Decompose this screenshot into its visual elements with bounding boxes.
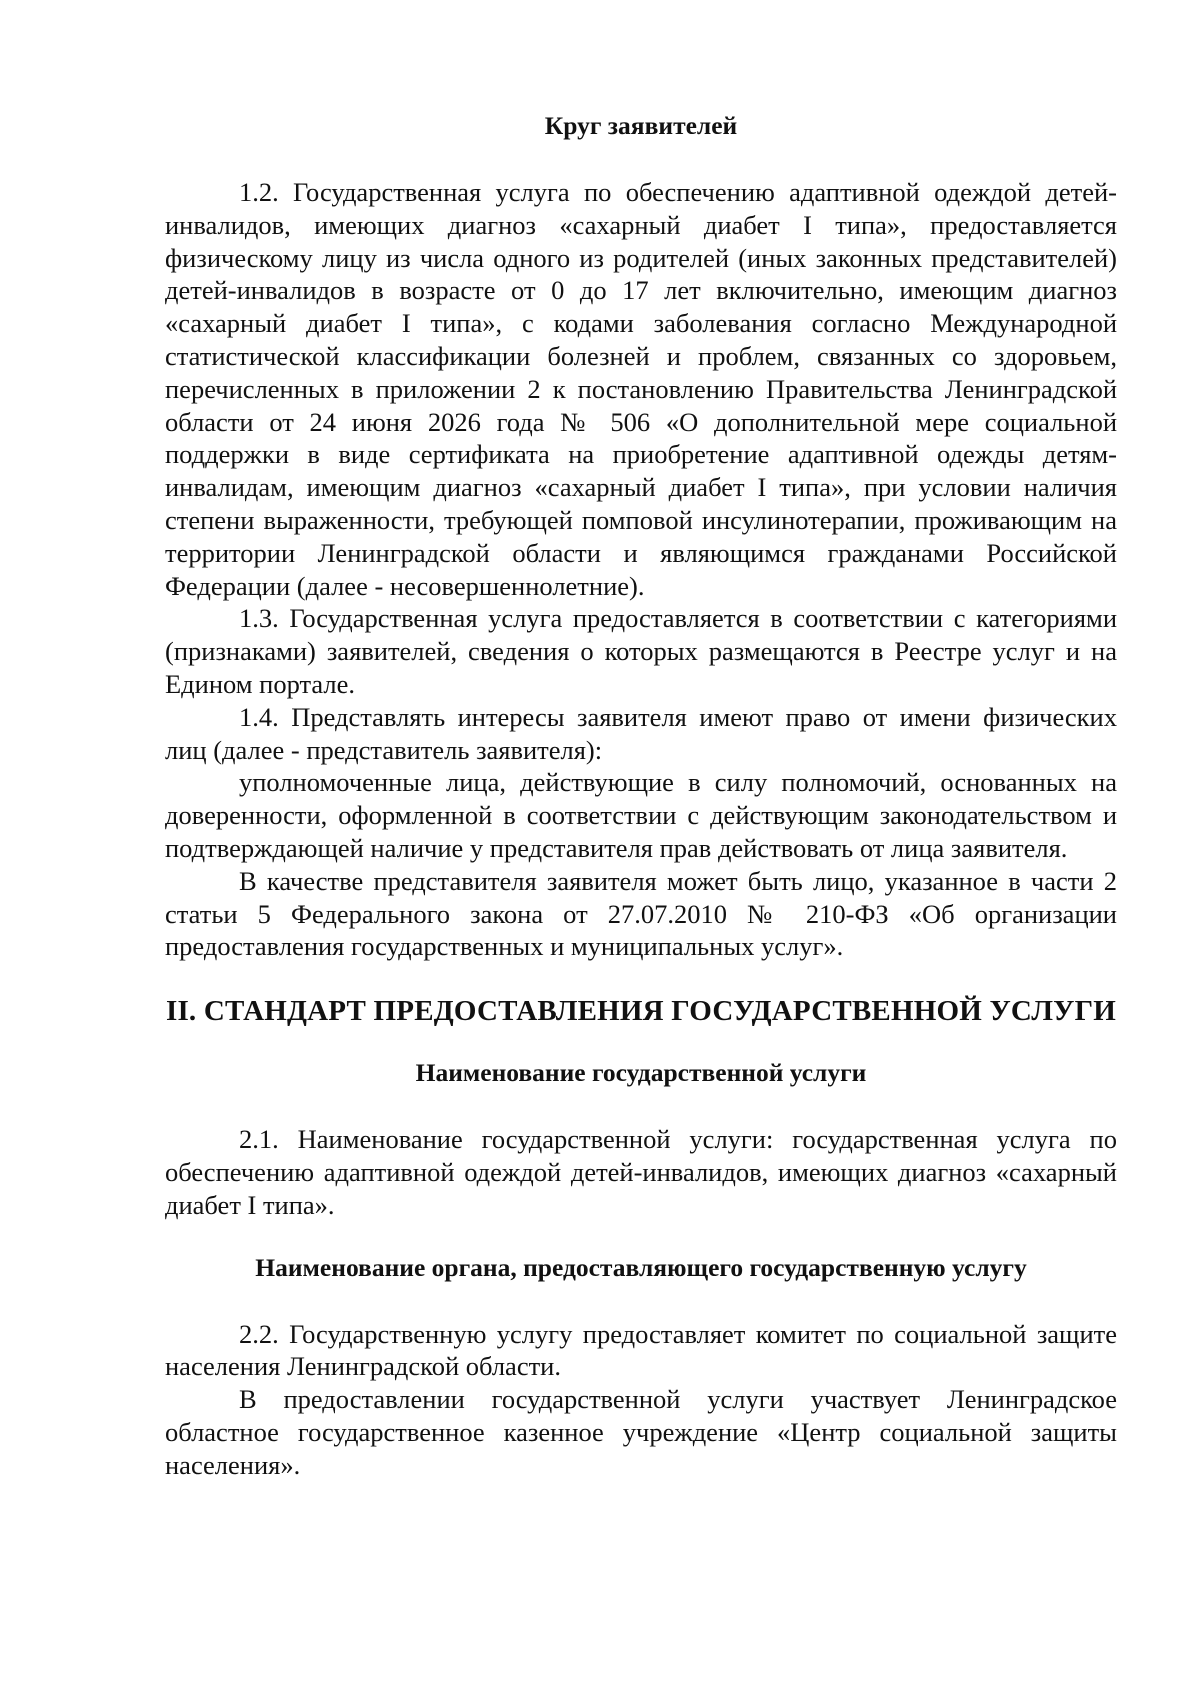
paragraph-1-4: 1.4. Представлять интересы заявителя имеют право от имени физических лиц (далее - представитель заявителя): <box>165 701 1117 765</box>
paragraph-2-2: 2.2. Государственную услугу предоставляет комитет по социальной защите населения Ленинградской области. <box>165 1318 1117 1382</box>
subsection-heading-service-name: Наименование государственной услуги <box>415 1058 867 1088</box>
subsection-heading-authority: Наименование органа, предоставляющего государственную услугу <box>255 1252 1027 1282</box>
paragraph-representative: В качестве представителя заявителя может быть лицо, указанное в части 2 статьи 5 Федерального закона от 27.07.2010 № 210-ФЗ «Об организации предоставления государственных и муниципальных услуг». <box>165 865 1117 962</box>
spacer <box>165 1029 1117 1057</box>
paragraph-1-2: 1.2. Государственная услуга по обеспечению адаптивной одеждой детей-инвалидов, имеющих диагноз «сахарный диабет I типа», предоставляется физическому лицу из числа одного из родителей (иных законных представителей) детей-инвалидов в возрасте от 0 до 17 лет включительно, имеющим диагноз «сахарный диабет I типа», с кодами заболевания согласно Международной статистической классификации болезней и проблем, связанных со здоровьем, перечисленных в приложении 2 к постановлению Правительства Ленинградской области от 24 июня 2026 года № 506 «О дополнительной мере социальной поддержки в виде сертификата на приобретение адаптивной одежды детям-инвалидам, имеющим диагноз «сахарный диабет I типа», при условии наличия степени выраженности, требующей помповой инсулинотерапии, проживающим на территории Ленинградской области и являющимся гражданами Российской Федерации (далее - несовершеннолетние). <box>165 177 1117 601</box>
paragraph-authorized-persons: уполномоченные лица, действующие в силу полномочий, основанных на доверенности, оформленной в соответствии с действующим законодательством и подтверждающей наличие у представителя прав действовать от лица заявителя. <box>165 767 1117 863</box>
spacer <box>165 1284 1117 1318</box>
spacer <box>165 142 1117 176</box>
section-heading-standard: II. СТАНДАРТ ПРЕДОСТАВЛЕНИЯ ГОСУДАРСТВЕННОЙ УСЛУГИ <box>165 995 1117 1028</box>
spacer <box>165 963 1117 993</box>
paragraph-2-1: 2.1. Наименование государственной услуги: государственная услуга по обеспечению адаптивной одеждой детей-инвалидов, имеющих диагноз «сахарный диабет I типа». <box>165 1124 1117 1220</box>
spacer <box>165 1222 1117 1252</box>
spacer <box>165 1089 1117 1123</box>
paragraph-1-3: 1.3. Государственная услуга предоставляется в соответствии с категориями (признаками) заявителей, сведения о которых размещаются в Реестре услуг и на Едином портале. <box>165 603 1117 699</box>
paragraph-participating-institution: В предоставлении государственной услуги участвует Ленинградское областное государственное казенное учреждение «Центр социальной защиты населения». <box>165 1384 1117 1480</box>
section-heading-applicants: Круг заявителей <box>544 111 738 140</box>
document-content <box>165 110 1117 1482</box>
